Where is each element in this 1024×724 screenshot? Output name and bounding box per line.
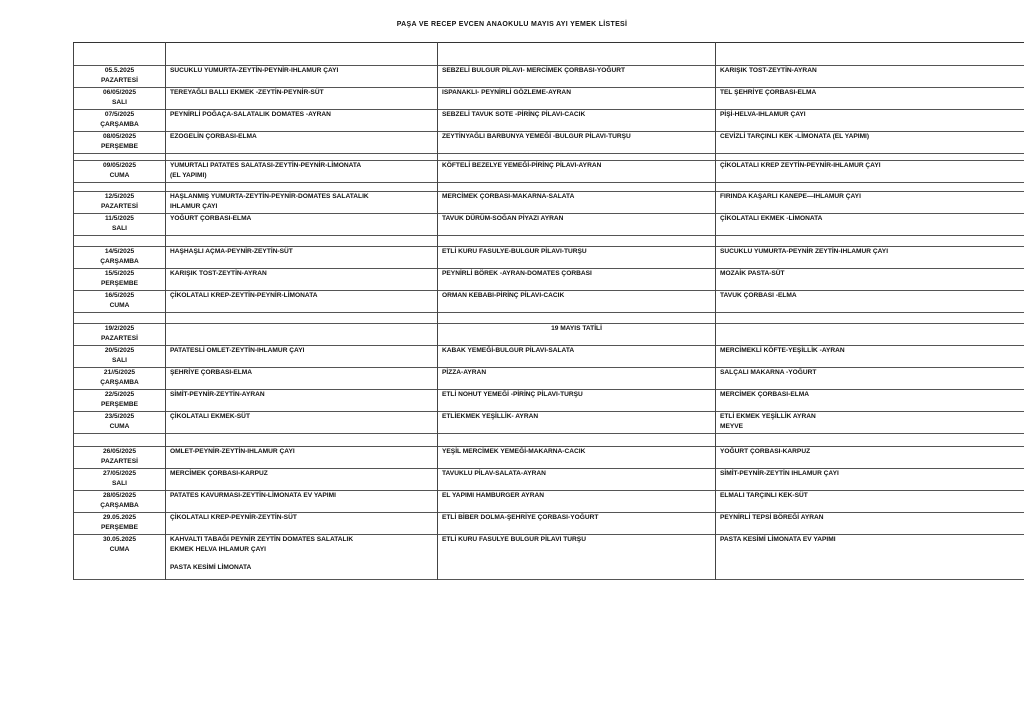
menu-line: PATATES KAVURMASI-ZEYTİN-LİMONATA EV YAPIMI (170, 492, 336, 499)
menu-line: PASTA KESİMİ LİMONATA EV YAPIMI (720, 536, 836, 543)
lunch-cell (438, 469, 716, 491)
empty-cell (166, 324, 438, 346)
date-cell (74, 192, 166, 214)
date-text: 15/5/2025 (104, 270, 135, 277)
day-row (74, 110, 1024, 132)
meal-table (73, 42, 1024, 580)
menu-line: HAŞLANMIŞ YUMURTA-ZEYTİN-PEYNİR-DOMATES SALATALIK (170, 193, 369, 200)
day-row (74, 469, 1024, 491)
breakfast-cell (166, 66, 438, 88)
weekday-text: SALI (111, 99, 128, 106)
menu-line: YEŞİL MERCİMEK YEMEĞİ-MAKARNA-CACIK (442, 448, 586, 455)
lunch-cell (438, 291, 716, 313)
breakfast-cell (166, 390, 438, 412)
lunch-cell (438, 447, 716, 469)
weekday-text: SALI (111, 357, 128, 364)
date-text: 27/05/2025 (102, 470, 136, 477)
snack-cell (716, 390, 1024, 412)
menu-line: PASTA KESİMİ LİMONATA (170, 564, 252, 571)
menu-line: SİMİT-PEYNİR-ZEYTİN IHLAMUR ÇAYI (720, 470, 839, 477)
date-cell (74, 66, 166, 88)
menu-line: ELMALI TARÇINLI KEK-SÜT (720, 492, 808, 499)
spacer-cell (438, 183, 716, 192)
weekday-text: ÇARŞAMBA (100, 379, 139, 386)
menu-line: ETLİ BİBER DOLMA-ŞEHRİYE ÇORBASI-YOĞURT (442, 514, 599, 521)
spacer-cell (74, 313, 166, 324)
date-cell (74, 247, 166, 269)
menu-line: PİŞİ-HELVA-IHLAMUR ÇAYI (720, 111, 806, 118)
lunch-cell (438, 346, 716, 368)
menu-line: (EL YAPIMI) (170, 172, 207, 179)
menu-line: KARIŞIK TOST-ZEYTİN-AYRAN (720, 67, 817, 74)
date-text: 12/5/2025 (104, 193, 135, 200)
lunch-cell (438, 535, 716, 580)
weekday-text: PAZARTESİ (101, 335, 138, 342)
menu-line: ÇİKOLATALI KREP ZEYTİN-PEYNİR-IHLAMUR ÇAYI (720, 162, 881, 169)
spacer-cell (438, 154, 716, 161)
snack-cell (716, 161, 1024, 183)
date-text: 16/5/2025 (104, 292, 135, 299)
date-cell (74, 412, 166, 434)
meal-table-body (74, 43, 1024, 580)
menu-line: IHLAMUR ÇAYI (170, 203, 218, 210)
spacer-row (74, 434, 1024, 447)
day-row (74, 161, 1024, 183)
menu-line: SUCUKLU YUMURTA-ZEYTİN-PEYNİR-IHLAMUR ÇAYI (170, 67, 339, 74)
snack-cell (716, 247, 1024, 269)
spacer-cell (716, 183, 1024, 192)
lunch-cell (438, 214, 716, 236)
menu-line: FIRINDA KAŞARLI KANEPE—IHLAMUR ÇAYI (720, 193, 861, 200)
date-cell (74, 535, 166, 580)
spacer-cell (74, 236, 166, 247)
date-cell (74, 390, 166, 412)
date-cell (74, 513, 166, 535)
day-row (74, 214, 1024, 236)
breakfast-cell (166, 368, 438, 390)
menu-line: KÖFTELİ BEZELYE YEMEĞİ-PİRİNÇ PİLAVI-AYRAN (442, 162, 602, 169)
breakfast-cell (166, 491, 438, 513)
breakfast-cell (166, 161, 438, 183)
date-text: 30.05.2025 (102, 536, 136, 543)
breakfast-cell (166, 269, 438, 291)
weekday-text: SALI (111, 480, 128, 487)
day-row (74, 247, 1024, 269)
spacer-row (74, 313, 1024, 324)
weekday-text: PERŞEMBE (100, 143, 138, 150)
date-text: 14/5/2025 (104, 248, 135, 255)
weekday-text: SALI (111, 225, 128, 232)
menu-line: SALÇALI MAKARNA -YOĞURT (720, 369, 817, 376)
table-header-row (74, 43, 1024, 66)
date-cell (74, 346, 166, 368)
date-text: 05.5.2025 (104, 67, 135, 74)
breakfast-cell (166, 346, 438, 368)
breakfast-cell (166, 192, 438, 214)
day-row (74, 390, 1024, 412)
header-cell (166, 43, 438, 66)
snack-cell (716, 346, 1024, 368)
lunch-cell (438, 412, 716, 434)
holiday-cell: 19 MAYIS TATİLİ (438, 324, 716, 346)
menu-line: SEBZELİ TAVUK SOTE -PİRİNÇ PİLAVI-CACIK (442, 111, 586, 118)
header-cell (74, 43, 166, 66)
day-row (74, 132, 1024, 154)
header-cell (438, 43, 716, 66)
menu-line: YOĞURT ÇORBASI-ELMA (170, 215, 252, 222)
menu-line: EL YAPIMI HAMBURGER AYRAN (442, 492, 544, 499)
snack-cell (716, 66, 1024, 88)
date-cell (74, 491, 166, 513)
menu-line: SİMİT-PEYNİR-ZEYTİN-AYRAN (170, 391, 265, 398)
date-cell (74, 269, 166, 291)
day-row (74, 192, 1024, 214)
menu-line: ÇİKOLATALI KREP-PEYNİR-ZEYTİN-SÜT (170, 514, 297, 521)
menu-line: PATATESLİ OMLET-ZEYTİN-IHLAMUR ÇAYI (170, 347, 305, 354)
day-row (74, 491, 1024, 513)
date-text: 22/5/2025 (104, 391, 135, 398)
spacer-cell (166, 236, 438, 247)
menu-line: ÇİKOLATALI EKMEK-SÜT (170, 413, 250, 420)
lunch-cell (438, 110, 716, 132)
menu-line: PEYNİRLİ TEPSİ BÖREĞİ AYRAN (720, 514, 824, 521)
date-cell (74, 132, 166, 154)
weekday-text: PAZARTESİ (101, 458, 138, 465)
snack-cell (716, 291, 1024, 313)
spacer-cell (716, 434, 1024, 447)
snack-cell (716, 447, 1024, 469)
spacer-cell (438, 236, 716, 247)
menu-line: PEYNİRLİ POĞAÇA-SALATALIK DOMATES -AYRAN (170, 111, 331, 118)
menu-line: ETLİEKMEK YEŞİLLİK- AYRAN (442, 413, 539, 420)
snack-cell (716, 535, 1024, 580)
snack-cell (716, 192, 1024, 214)
menu-line: KAHVALTI TABAĞI PEYNİR ZEYTİN DOMATES SALATALIK (170, 536, 354, 543)
menu-line: SUCUKLU YUMURTA-PEYNİR ZEYTİN-IHLAMUR ÇAYI (720, 248, 889, 255)
day-row (74, 368, 1024, 390)
spacer-cell (166, 183, 438, 192)
date-text: 06/05/2025 (102, 89, 136, 96)
spacer-cell (166, 154, 438, 161)
header-cell (716, 43, 1024, 66)
spacer-cell (438, 434, 716, 447)
date-cell (74, 110, 166, 132)
date-cell (74, 161, 166, 183)
snack-cell (716, 88, 1024, 110)
breakfast-cell (166, 247, 438, 269)
menu-line: PEYNİRLİ BÖREK -AYRAN-DOMATES ÇORBASI (442, 270, 592, 277)
weekday-text: PERŞEMBE (100, 280, 138, 287)
date-text: 23/5/2025 (104, 413, 135, 420)
holiday-row (74, 324, 1024, 346)
weekday-text: CUMA (109, 302, 130, 309)
menu-line: MERCİMEKLİ KÖFTE-YEŞİLLİK -AYRAN (720, 347, 845, 354)
day-row (74, 88, 1024, 110)
breakfast-cell (166, 535, 438, 580)
spacer-row (74, 183, 1024, 192)
spacer-cell (74, 183, 166, 192)
date-text: 19/2/2025 (104, 325, 135, 332)
lunch-cell (438, 88, 716, 110)
breakfast-cell (166, 88, 438, 110)
breakfast-cell (166, 110, 438, 132)
day-row (74, 412, 1024, 434)
date-cell (74, 291, 166, 313)
breakfast-cell (166, 513, 438, 535)
snack-cell (716, 491, 1024, 513)
lunch-cell (438, 269, 716, 291)
lunch-cell (438, 390, 716, 412)
menu-line: YOĞURT ÇORBASI-KARPUZ (720, 448, 811, 455)
breakfast-cell (166, 412, 438, 434)
date-text: 11/5/2025 (105, 215, 134, 222)
date-cell (74, 214, 166, 236)
breakfast-cell (166, 447, 438, 469)
day-row (74, 535, 1024, 580)
menu-line: EZOGELİN ÇORBASI-ELMA (170, 133, 257, 140)
menu-line: TEL ŞEHRİYE ÇORBASI-ELMA (720, 89, 817, 96)
menu-line: OMLET-PEYNİR-ZEYTİN-IHLAMUR ÇAYI (170, 448, 295, 455)
weekday-text: PERŞEMBE (100, 401, 138, 408)
weekday-text: ÇARŞAMBA (100, 502, 139, 509)
date-text: 26/05/2025 (102, 448, 136, 455)
menu-line: ÇİKOLATALI EKMEK -LİMONATA (720, 215, 823, 222)
spacer-cell (716, 154, 1024, 161)
menu-line: MERCİMEK ÇORBASI-KARPUZ (170, 470, 268, 477)
date-text: 09/05/2025 (102, 162, 136, 169)
menu-line: MERCİMEK ÇORBASI-ELMA (720, 391, 810, 398)
spacer-cell (74, 154, 166, 161)
spacer-cell (438, 313, 716, 324)
menu-line: EKMEK HELVA IHLAMUR ÇAYI (170, 546, 266, 553)
lunch-cell (438, 192, 716, 214)
weekday-text: PAZARTESİ (101, 203, 138, 210)
lunch-cell (438, 513, 716, 535)
spacer-row (74, 236, 1024, 247)
weekday-text: CUMA (109, 172, 130, 179)
menu-line: TEREYAĞLI BALLI EKMEK -ZEYTİN-PEYNİR-SÜT (170, 89, 324, 96)
date-text: 21//5/2025 (103, 369, 136, 376)
menu-line: MOZAİK PASTA-SÜT (720, 270, 785, 277)
day-row (74, 269, 1024, 291)
date-text: 28/05/2025 (102, 492, 136, 499)
spacer-cell (716, 236, 1024, 247)
snack-cell (716, 269, 1024, 291)
spacer-row (74, 154, 1024, 161)
menu-line: ETLİ KURU FASULYE BULGUR PİLAVI TURŞU (442, 536, 586, 543)
menu-line: CEVİZLİ TARÇINLI KEK -LİMONATA (EL YAPIMI) (720, 133, 870, 140)
day-row (74, 291, 1024, 313)
date-cell (74, 469, 166, 491)
breakfast-cell (166, 214, 438, 236)
weekday-text: CUMA (109, 546, 130, 553)
menu-line: ETLİ EKMEK YEŞİLLİK AYRAN (720, 413, 816, 420)
snack-cell (716, 214, 1024, 236)
date-text: 07/5/2025 (104, 111, 135, 118)
spacer-cell (74, 434, 166, 447)
snack-cell (716, 469, 1024, 491)
breakfast-cell (166, 469, 438, 491)
date-text: 20/5/2025 (104, 347, 135, 354)
date-text: 29.05.2025 (102, 514, 136, 521)
lunch-cell (438, 247, 716, 269)
menu-line: ORMAN KEBABI-PİRİNÇ PİLAVI-CACIK (442, 292, 565, 299)
menu-line: HAŞHAŞLI AÇMA-PEYNİR-ZEYTİN-SÜT (170, 248, 293, 255)
snack-cell (716, 132, 1024, 154)
menu-line: KABAK YEMEĞİ-BULGUR PİLAVI-SALATA (442, 347, 575, 354)
date-cell (74, 88, 166, 110)
lunch-cell (438, 132, 716, 154)
spacer-cell (166, 434, 438, 447)
date-cell (74, 447, 166, 469)
lunch-cell (438, 66, 716, 88)
snack-cell (716, 110, 1024, 132)
menu-line: ISPANAKLI- PEYNİRLİ GÖZLEME-AYRAN (442, 89, 571, 96)
weekday-text: PAZARTESİ (101, 77, 138, 84)
empty-cell (716, 324, 1024, 346)
weekday-text: ÇARŞAMBA (100, 258, 139, 265)
menu-line: ŞEHRİYE ÇORBASI-ELMA (170, 369, 253, 376)
breakfast-cell (166, 291, 438, 313)
date-cell (74, 324, 166, 346)
menu-line (170, 555, 433, 563)
day-row (74, 513, 1024, 535)
lunch-cell (438, 491, 716, 513)
spacer-cell (716, 313, 1024, 324)
menu-line: KARIŞIK TOST-ZEYTİN-AYRAN (170, 270, 267, 277)
weekday-text: ÇARŞAMBA (100, 121, 139, 128)
day-row (74, 66, 1024, 88)
menu-line: ZEYTİNYAĞLI BARBUNYA YEMEĞİ -BULGUR PİLAVI-TURŞU (442, 133, 631, 140)
lunch-cell (438, 161, 716, 183)
menu-line: ÇİKOLATALI KREP-ZEYTİN-PEYNİR-LİMONATA (170, 292, 318, 299)
spacer-cell (166, 313, 438, 324)
menu-line: TAVUK DÜRÜM-SOĞAN PİYAZI AYRAN (442, 215, 564, 222)
breakfast-cell (166, 132, 438, 154)
menu-line: ETLİ KURU FASULYE-BULGUR PİLAVI-TURŞU (442, 248, 587, 255)
menu-line: ETLİ NOHUT YEMEĞİ -PİRİNÇ PİLAVI-TURŞU (442, 391, 583, 398)
weekday-text: CUMA (109, 423, 130, 430)
day-row (74, 447, 1024, 469)
menu-line: TAVUKLU PİLAV-SALATA-AYRAN (442, 470, 546, 477)
snack-cell (716, 368, 1024, 390)
menu-line: PİZZA-AYRAN (442, 369, 487, 376)
menu-line: MERCİMEK ÇORBASI-MAKARNA-SALATA (442, 193, 575, 200)
menu-line: MEYVE (720, 423, 744, 430)
snack-cell (716, 412, 1024, 434)
date-text: 08/05/2025 (102, 133, 136, 140)
menu-line: YUMURTALI PATATES SALATASI-ZEYTİN-PEYNİR-LİMONATA (170, 162, 362, 169)
date-cell (74, 368, 166, 390)
menu-line: SEBZELİ BULGUR PİLAVI- MERCİMEK ÇORBASI-YOĞURT (442, 67, 626, 74)
weekday-text: PERŞEMBE (100, 524, 138, 531)
lunch-cell (438, 368, 716, 390)
day-row (74, 346, 1024, 368)
menu-line: TAVUK ÇORBASI -ELMA (720, 292, 797, 299)
snack-cell (716, 513, 1024, 535)
page-title: PAŞA VE RECEP EVCEN ANAOKULU MAYIS AYI YEMEK LİSTESİ (396, 21, 628, 28)
